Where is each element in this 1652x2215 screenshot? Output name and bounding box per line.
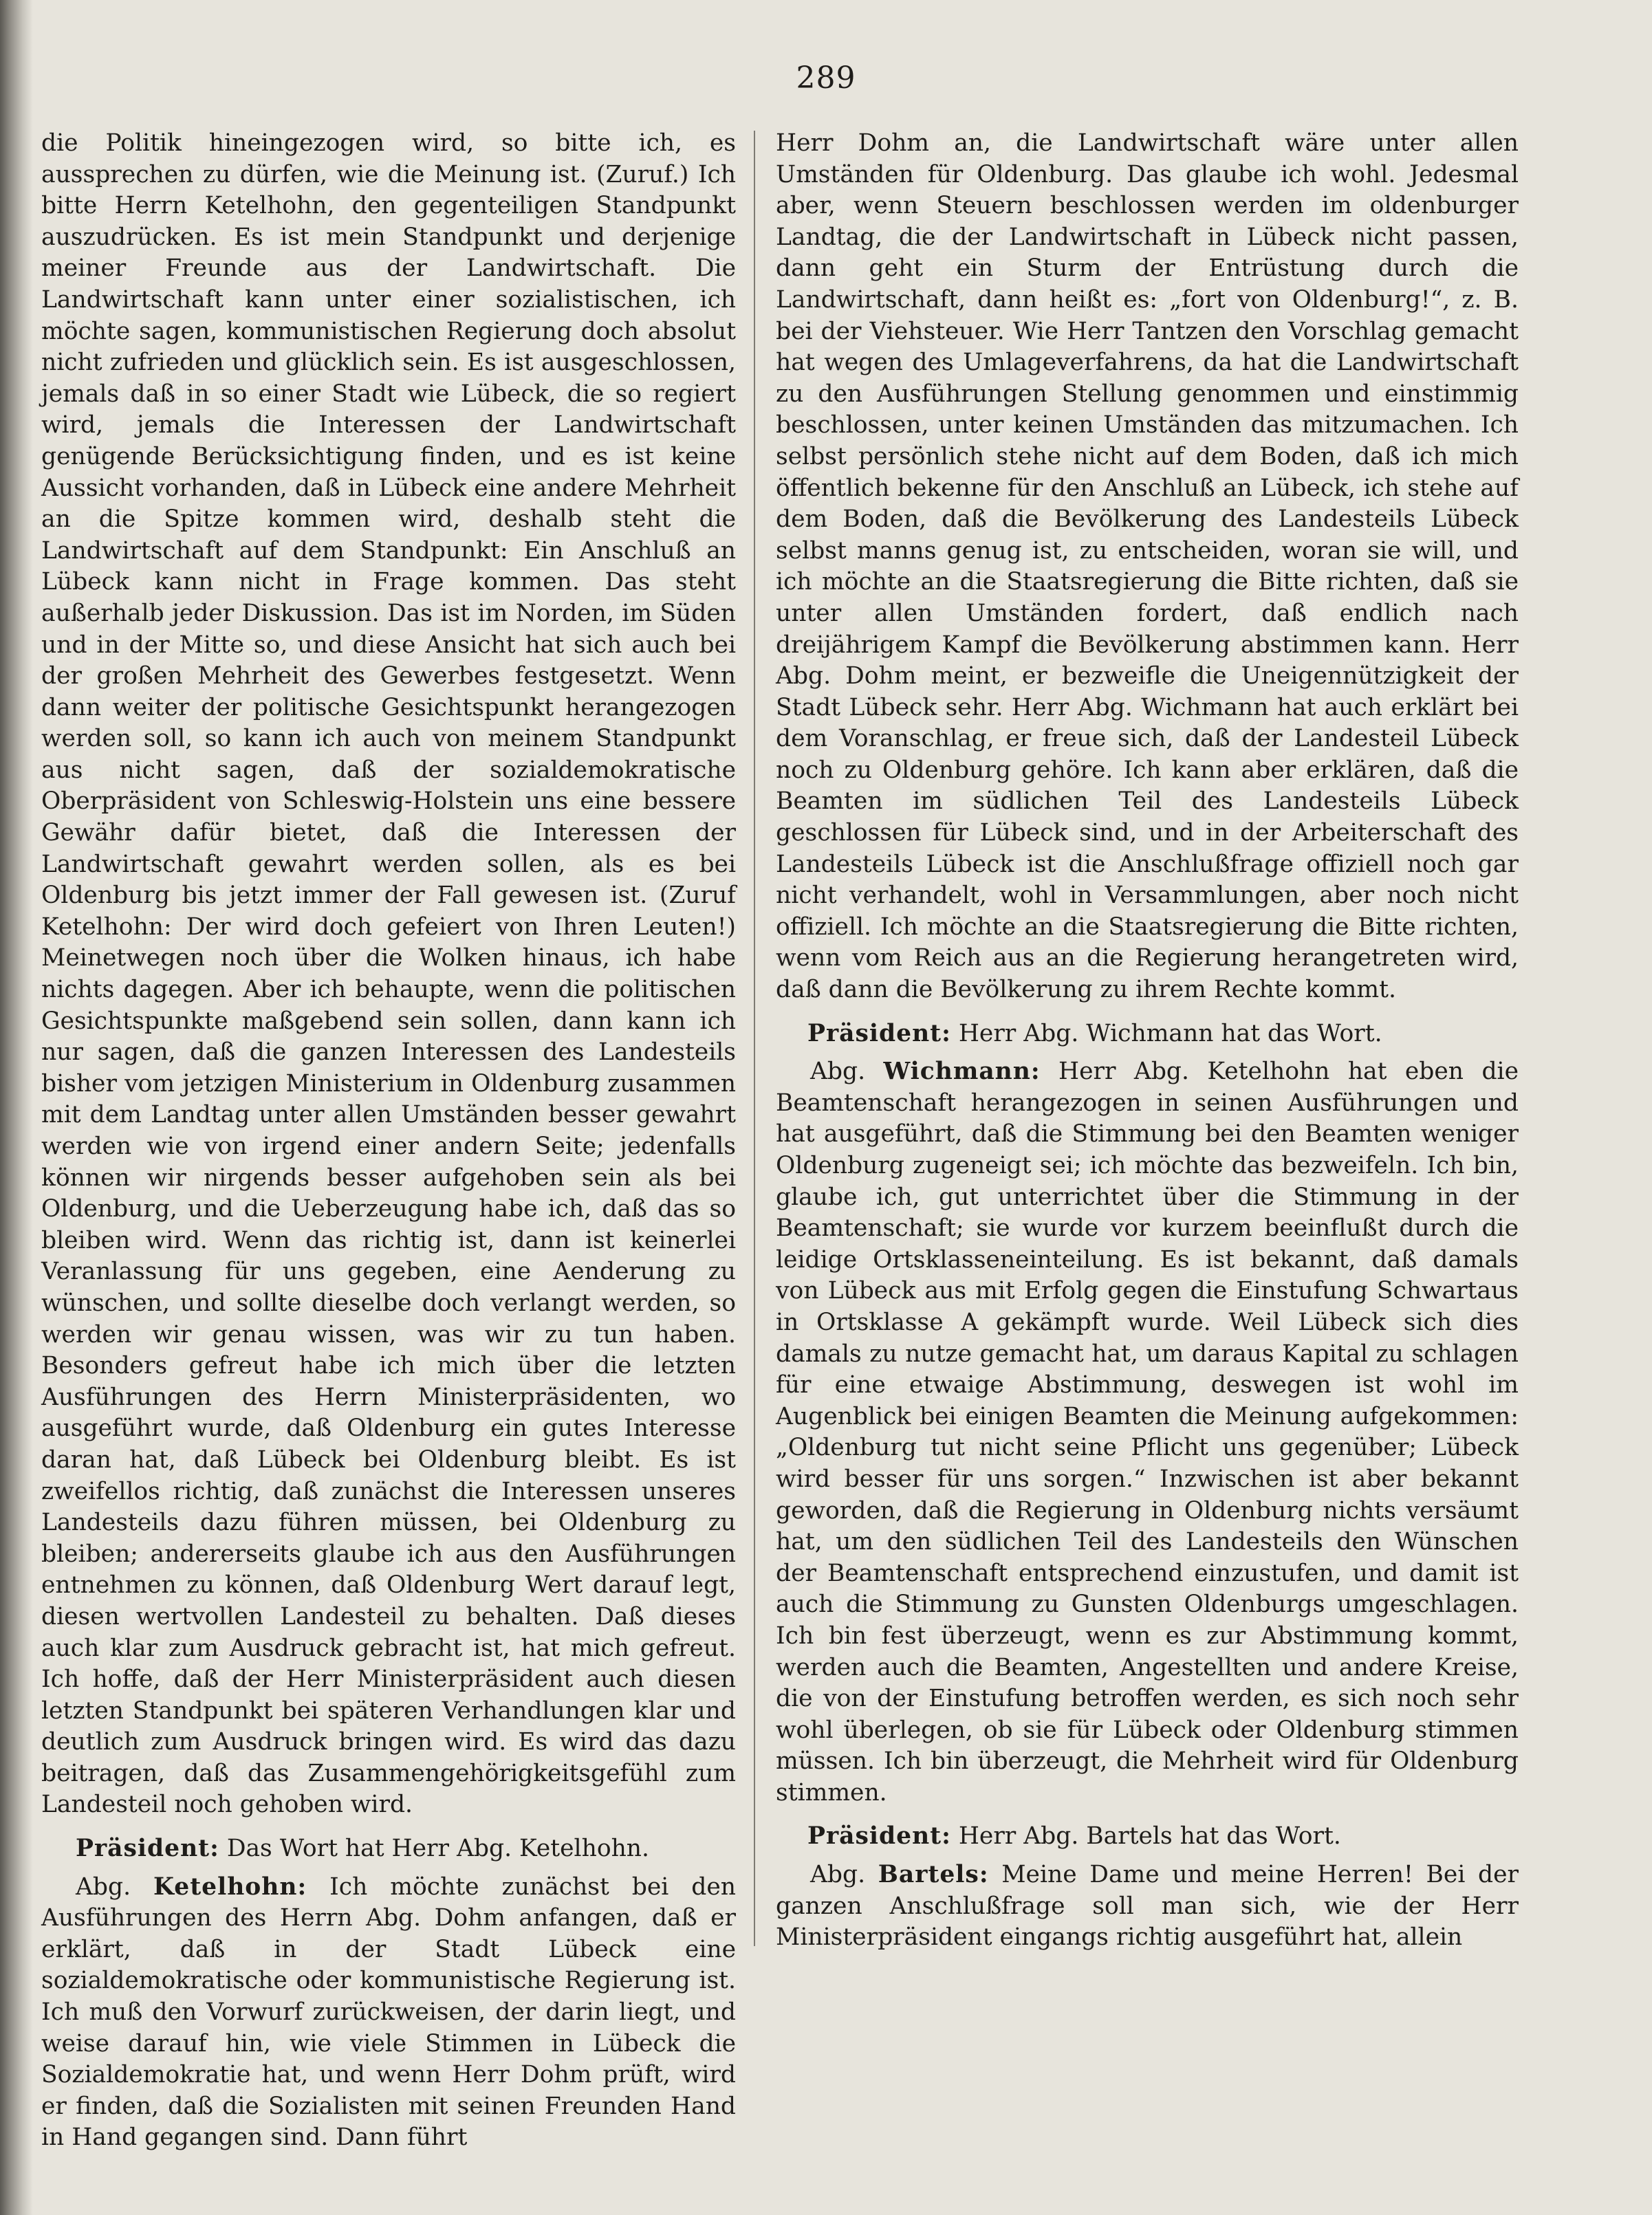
speaker-prefix: Abg. [810,1058,866,1086]
left-speech-ketelhohn [41,1872,736,2154]
right-speaker-president-1 [773,1018,1521,1050]
speaker-text: Herr Abg. Wichmann hat das Wort. [958,1019,1382,1047]
right-speaker-president-2 [773,1821,1521,1853]
speaker-label-president: Präsident: [807,1019,951,1047]
left-column [41,128,736,2154]
right-column [773,128,1521,1954]
speaker-text: Das Wort hat Herr Abg. Ketelhohn. [226,1835,649,1863]
speaker-label-bartels: Bartels: [878,1861,989,1889]
left-paragraph-1: die Politik hineingezogen wird, so bitte ich, es aussprechen zu dürfen, wie die Meinung ist. (Zuruf.) Ich bitte Herrn Ketelhohn, den gegenteiligen Standpunkt auszudrücken. Es ist mein Standpunkt und derjenige meiner Freunde aus der Landwirtschaft. Die Landwirtschaft kann unter einer sozialistischen, ich möchte sagen, kommunistischen Regierung doch absolut nicht zufrieden und glücklich sein. Es ist ausgeschlossen, jemals daß in so einer Stadt wie Lübeck, die so regiert wird, jemals die Interessen der Landwirtschaft genügende Berücksichtigung finden, und es ist keine Aussicht vorhanden, daß in Lübeck eine andere Mehrheit an die Spitze kommen wird, deshalb steht die Landwirtschaft auf dem Standpunkt: Ein Anschluß an Lübeck kann nicht in Frage kommen. Das steht außerhalb jeder Diskussion. Das ist im Norden, im Süden und in der Mitte so, und diese Ansicht hat sich auch bei der großen Mehrheit des Gewerbes festgesetzt. Wenn dann weiter der politische Gesichtspunkt herangezogen werden soll, so kann ich auch von meinem Standpunkt aus nicht sagen, daß der sozialdemokratische Oberpräsident von Schleswig-Holstein uns eine bessere Gewähr dafür bietet, daß die Interessen der Landwirtschaft gewahrt werden sollen, als es bei Oldenburg bis jetzt immer der Fall gewesen ist. (Zuruf Ketelhohn: Der wird doch gefeiert von Ihren Leuten!) Meinetwegen noch über die Wolken hinaus, ich habe nichts dagegen. Aber ich behaupte, wenn die politischen Gesichtspunkte maßgebend sein sollen, dann kann ich nur sagen, daß die ganzen Interessen des Landesteils bisher vom jetzigen Ministerium in Oldenburg zusammen mit dem Landtag unter allen Umständen besser gewahrt werden wie von irgend einer andern Seite; jedenfalls können wir nirgends besser aufgehoben sein als bei Oldenburg, und die Ueberzeugung habe ich, daß das so bleiben wird. Wenn das richtig ist, dann ist keinerlei Veranlassung für uns gegeben, eine Aenderung zu wünschen, und sollte dieselbe doch verlangt werden, so werden wir genau wissen, was wir zu tun haben. Besonders gefreut habe ich mich über die letzten Ausführungen des Herrn Ministerpräsidenten, wo ausgeführt wurde, daß Oldenburg ein gutes Interesse daran hat, daß Lübeck bei Oldenburg bleibt. Es ist zweifellos richtig, daß zunächst die Interessen unseres Landesteils dazu führen müssen, bei Oldenburg zu bleiben; andererseits glaube ich aus den Ausführungen entnehmen zu können, daß Oldenburg Wert darauf legt, diesen wertvollen Landesteil zu behalten. Daß dieses auch klar zum Ausdruck gebracht ist, hat mich gefreut. Ich hoffe, daß der Herr Ministerpräsident auch diesen letzten Standpunkt bei späteren Verhandlungen klar und deutlich zum Ausdruck bringen wird. Es wird das dazu beitragen, daß das Zusammengehörigkeitsgefühl zum Landesteil noch gehoben wird. [41,129,736,1819]
speech-text: Meine Dame und meine Herren! Bei der ganzen Anschlußfrage soll man sich, wie der Herr Ministerpräsident eingangs richtig ausgeführt hat, allein [776,1861,1519,1952]
right-speech-bartels [773,1859,1521,1954]
right-speech-wichmann [773,1056,1521,1809]
left-speaker-president [41,1833,736,1865]
right-paragraph-1: Herr Dohm an, die Landwirtschaft wäre unter allen Umständen für Oldenburg. Das glaube ich wohl. Jedesmal aber, wenn Steuern beschlossen werden im oldenburger Landtag, die der Landwirtschaft in Lübeck nicht passen, dann geht ein Sturm der Entrüstung durch die Landwirtschaft, dann heißt es: „fort von Oldenburg!“, z. B. bei der Viehsteuer. Wie Herr Tantzen den Vorschlag gemacht hat wegen des Umlageverfahrens, da hat die Landwirtschaft zu den Ausführungen Stellung genommen und einstimmig beschlossen, unter keinen Umständen das mitzumachen. Ich selbst persönlich stehe nicht auf dem Boden, daß ich mich öffentlich bekenne für den Anschluß an Lübeck, ich stehe auf dem Boden, daß die Bevölkerung des Landesteils Lübeck selbst manns genug ist, zu entscheiden, woran sie will, und ich möchte an die Staatsregierung die Bitte richten, daß sie unter allen Umständen fordert, daß endlich nach dreijährigem Kampf die Bevölkerung abstimmen kann. Herr Abg. Dohm meint, er bezweifle die Uneigennützigkeit der Stadt Lübeck sehr. Herr Abg. Wichmann hat auch erklärt bei dem Voranschlag, er freue sich, daß der Landesteil Lübeck noch zu Oldenburg gehöre. Ich kann aber erklären, daß die Beamten im südlichen Teil des Landesteils Lübeck geschlossen für Lübeck sind, und in der Arbeiterschaft des Landesteils Lübeck ist die Anschlußfrage offiziell noch gar nicht verhandelt, wohl in Versammlungen, aber noch nicht offiziell. Ich möchte an die Staatsregierung die Bitte richten, wenn vom Reich aus an die Regierung herangetreten wird, daß dann die Bevölkerung zu ihrem Rechte kommt. [776,129,1519,1004]
speaker-label-president: Präsident: [76,1835,219,1863]
binding-shadow [0,0,33,2215]
speech-text: Herr Abg. Ketelhohn hat eben die Beamtenschaft herangezogen in seinen Ausführungen und hat ausgeführt, daß die Stimmung bei den Beamten weniger Oldenburg zugeneigt sei; ich möchte das bezweifeln. Ich bin, glaube ich, gut unterrichtet über die Stimmung in der Beamtenschaft; sie wurde vor kurzem beeinflußt durch die leidige Ortsklasseneinteilung. Es ist bekannt, daß damals von Lübeck aus mit Erfolg gegen die Einstufung Schwartaus in Ortsklasse A gekämpft wurde. Weil Lübeck sich dies damals zu nutze gemacht hat, um daraus Kapital zu schlagen für eine etwaige Abstimmung, deswegen ist wohl im Augenblick bei einigen Beamten die Meinung aufgekommen: „Oldenburg tut nicht seine Pflicht uns gegenüber; Lübeck wird besser für uns sorgen.“ Inzwischen ist aber bekannt geworden, daß die Regierung in Oldenburg nichts versäumt hat, um den südlichen Teil des Landesteils den Wünschen der Beamtenschaft entsprechend einzustufen, und damit ist auch die Stimmung zu Gunsten Oldenburgs umgeschlagen. Ich bin fest überzeugt, wenn es zur Abstimmung kommt, werden auch die Beamten, Angestellten und andere Kreise, die von der Einstufung betroffen werden, es sich noch sehr wohl überlegen, ob sie für Lübeck oder Oldenburg stimmen müssen. Ich bin überzeugt, die Mehrheit wird für Oldenburg stimmen. [776,1058,1519,1807]
speech-text: Ich möchte zunächst bei den Ausführungen des Herrn Abg. Dohm anfangen, daß er erklärt, daß in der Stadt Lübeck eine sozialdemokratische oder kommunistische Regierung ist. Ich muß den Vorwurf zurückweisen, der darin liegt, und weise darauf hin, wie viele Stimmen in Lübeck die Sozialdemokratie hat, und wenn Herr Dohm prüft, wird er finden, daß die Sozialisten mit seinen Freunden Hand in Hand gegangen sind. Dann führt [41,1873,737,2152]
speaker-label-president: Präsident: [807,1822,951,1851]
page-number: 289 [796,61,856,96]
speaker-prefix: Abg. [76,1873,131,1901]
speaker-label-ketelhohn: Ketelhohn: [153,1873,307,1901]
speaker-prefix: Abg. [810,1861,866,1889]
column-divider [754,131,755,1946]
speaker-text: Herr Abg. Bartels hat das Wort. [958,1822,1341,1851]
speaker-label-wichmann: Wichmann: [883,1058,1041,1086]
